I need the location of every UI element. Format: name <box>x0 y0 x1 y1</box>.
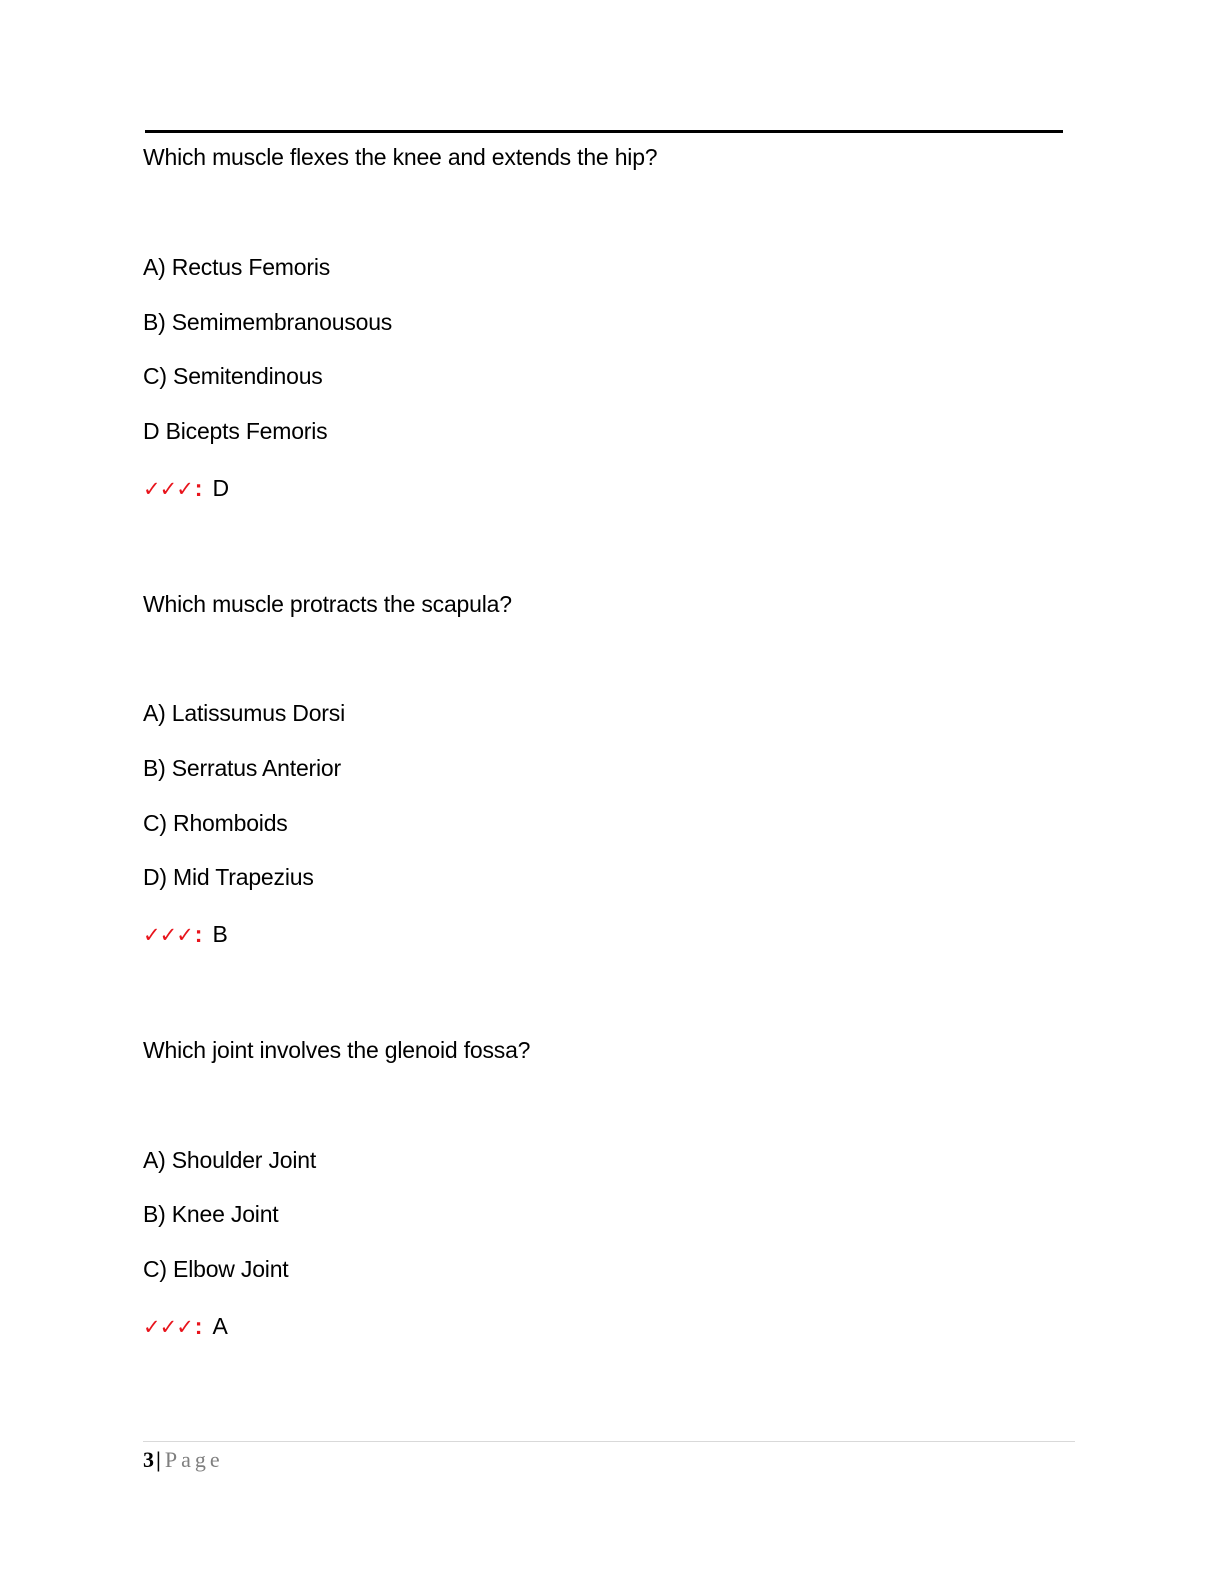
question-3-option-c: C) Elbow Joint <box>143 1256 289 1282</box>
page-number: 3 <box>143 1447 154 1472</box>
question-3-option-b: B) Knee Joint <box>143 1201 279 1227</box>
question-2-answer <box>143 920 228 949</box>
page-label: Page <box>164 1447 224 1472</box>
question-1-text: Which muscle flexes the knee and extends the hip? <box>143 144 658 170</box>
check-marks-icon: ✓✓✓ <box>143 477 193 501</box>
answer-letter: B <box>212 921 228 947</box>
question-1-option-d: D Bicepts Femoris <box>143 418 328 444</box>
answer-letter: A <box>212 1313 228 1339</box>
answer-colon: : <box>194 921 203 947</box>
check-marks-icon: ✓✓✓ <box>143 1315 193 1339</box>
top-divider <box>145 130 1063 133</box>
question-3-option-a: A) Shoulder Joint <box>143 1147 317 1173</box>
question-3-text: Which joint involves the glenoid fossa? <box>143 1037 531 1063</box>
answer-colon: : <box>194 1313 203 1339</box>
question-2-text: Which muscle protracts the scapula? <box>143 591 512 617</box>
question-1-option-b: B) Semimembranousous <box>143 309 393 335</box>
question-2-option-d: D) Mid Trapezius <box>143 864 314 890</box>
question-2-option-c: C) Rhomboids <box>143 810 288 836</box>
footer-divider <box>143 1441 1075 1442</box>
question-1-option-a: A) Rectus Femoris <box>143 254 331 280</box>
footer-separator: | <box>156 1447 161 1472</box>
question-2-option-b: B) Serratus Anterior <box>143 755 341 781</box>
check-marks-icon: ✓✓✓ <box>143 923 193 947</box>
answer-letter: D <box>212 475 230 501</box>
question-2-option-a: A) Latissumus Dorsi <box>143 700 345 726</box>
question-1-option-c: C) Semitendinous <box>143 363 323 389</box>
answer-colon: : <box>194 475 203 501</box>
question-3-answer <box>143 1312 228 1341</box>
page-footer <box>143 1446 224 1474</box>
question-1-answer <box>143 474 229 503</box>
